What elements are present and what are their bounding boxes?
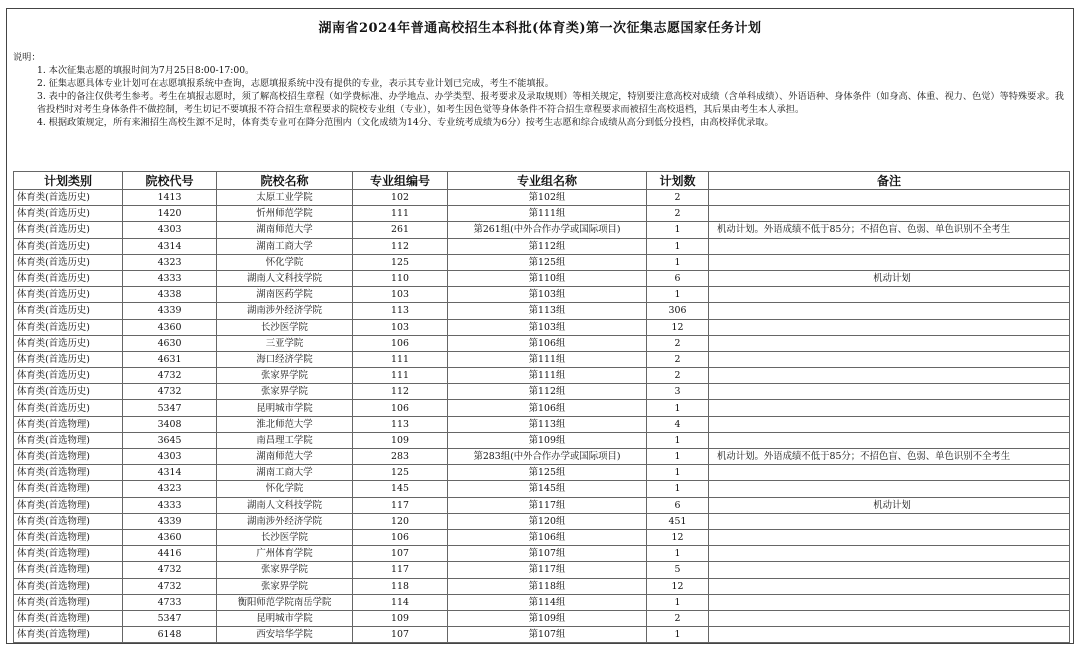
group-number-cell: 102 (353, 190, 448, 206)
plan-category-cell: 体育类(首选物理) (14, 594, 123, 610)
plan-count-cell: 1 (647, 481, 709, 497)
plan-category-cell: 体育类(首选历史) (14, 222, 123, 238)
group-name-cell: 第112组 (448, 238, 647, 254)
header-school-name: 院校名称 (217, 172, 353, 190)
remarks-cell (709, 287, 1070, 303)
header-group-number: 专业组编号 (353, 172, 448, 190)
school-code-cell: 4630 (123, 335, 217, 351)
remarks-cell (709, 610, 1070, 626)
plan-count-cell: 1 (647, 400, 709, 416)
table-row (14, 513, 1070, 529)
group-number-cell: 109 (353, 610, 448, 626)
document-frame (6, 8, 1074, 644)
plan-category-cell: 体育类(首选历史) (14, 270, 123, 286)
school-code-cell: 4303 (123, 222, 217, 238)
group-name-cell: 第113组 (448, 416, 647, 432)
school-code-cell: 4333 (123, 270, 217, 286)
plan-category-cell: 体育类(首选历史) (14, 238, 123, 254)
table-row (14, 270, 1070, 286)
remarks-cell (709, 400, 1070, 416)
school-name-cell: 海口经济学院 (217, 351, 353, 367)
remarks-cell: 机动计划。外语成绩不低于85分；不招色盲、色弱、单色识别不全考生 (709, 222, 1070, 238)
group-number-cell: 114 (353, 594, 448, 610)
group-number-cell: 110 (353, 270, 448, 286)
table-row (14, 254, 1070, 270)
school-name-cell: 湖南工商大学 (217, 465, 353, 481)
remarks-cell (709, 513, 1070, 529)
school-code-cell: 4323 (123, 481, 217, 497)
school-code-cell: 4339 (123, 513, 217, 529)
plan-count-cell: 2 (647, 206, 709, 222)
table-header-row (14, 172, 1070, 190)
plan-count-cell: 1 (647, 222, 709, 238)
remarks-cell: 机动计划。外语成绩不低于85分；不招色盲、色弱、单色识别不全考生 (709, 449, 1070, 465)
group-number-cell: 106 (353, 400, 448, 416)
remarks-cell: 机动计划 (709, 270, 1070, 286)
remarks-cell (709, 368, 1070, 384)
plan-category-cell: 体育类(首选历史) (14, 351, 123, 367)
table-row (14, 465, 1070, 481)
remarks-cell (709, 562, 1070, 578)
plan-category-cell: 体育类(首选物理) (14, 432, 123, 448)
remarks-cell (709, 254, 1070, 270)
school-code-cell: 4732 (123, 562, 217, 578)
table-body (14, 190, 1070, 643)
table-row (14, 416, 1070, 432)
school-code-cell: 1420 (123, 206, 217, 222)
group-name-cell: 第102组 (448, 190, 647, 206)
group-number-cell: 113 (353, 416, 448, 432)
plan-count-cell: 1 (647, 287, 709, 303)
plan-count-cell: 3 (647, 384, 709, 400)
plan-category-cell: 体育类(首选物理) (14, 578, 123, 594)
group-number-cell: 109 (353, 432, 448, 448)
school-code-cell: 4360 (123, 319, 217, 335)
group-number-cell: 145 (353, 481, 448, 497)
table-row (14, 222, 1070, 238)
group-name-cell: 第106组 (448, 335, 647, 351)
plan-category-cell: 体育类(首选物理) (14, 529, 123, 545)
school-code-cell: 4732 (123, 368, 217, 384)
group-name-cell: 第107组 (448, 627, 647, 643)
notes-label: 说明： (13, 52, 41, 63)
plan-category-cell: 体育类(首选历史) (14, 206, 123, 222)
school-name-cell: 湖南医药学院 (217, 287, 353, 303)
school-code-cell: 4732 (123, 578, 217, 594)
group-name-cell: 第111组 (448, 368, 647, 384)
table-row (14, 190, 1070, 206)
plan-count-cell: 5 (647, 562, 709, 578)
school-name-cell: 淮北师范大学 (217, 416, 353, 432)
remarks-cell (709, 546, 1070, 562)
table-row (14, 481, 1070, 497)
remarks-cell (709, 190, 1070, 206)
table-row (14, 400, 1070, 416)
group-name-cell: 第109组 (448, 610, 647, 626)
group-name-cell: 第111组 (448, 206, 647, 222)
group-name-cell: 第109组 (448, 432, 647, 448)
remarks-cell (709, 206, 1070, 222)
school-code-cell: 1413 (123, 190, 217, 206)
plan-count-cell: 1 (647, 546, 709, 562)
school-code-cell: 3408 (123, 416, 217, 432)
plan-category-cell: 体育类(首选物理) (14, 627, 123, 643)
school-code-cell: 4732 (123, 384, 217, 400)
group-number-cell: 107 (353, 546, 448, 562)
group-number-cell: 125 (353, 254, 448, 270)
remarks-cell (709, 384, 1070, 400)
group-number-cell: 261 (353, 222, 448, 238)
school-code-cell: 4733 (123, 594, 217, 610)
group-name-cell: 第261组(中外合作办学或国际项目) (448, 222, 647, 238)
group-name-cell: 第120组 (448, 513, 647, 529)
plan-count-cell: 6 (647, 270, 709, 286)
group-name-cell: 第117组 (448, 497, 647, 513)
plan-category-cell: 体育类(首选历史) (14, 319, 123, 335)
plan-count-cell: 306 (647, 303, 709, 319)
table-row (14, 627, 1070, 643)
remarks-cell (709, 238, 1070, 254)
table-row (14, 562, 1070, 578)
school-name-cell: 怀化学院 (217, 481, 353, 497)
school-name-cell: 怀化学院 (217, 254, 353, 270)
group-number-cell: 112 (353, 384, 448, 400)
plan-category-cell: 体育类(首选物理) (14, 449, 123, 465)
school-name-cell: 湖南师范大学 (217, 222, 353, 238)
table-row (14, 578, 1070, 594)
plan-count-cell: 2 (647, 351, 709, 367)
school-code-cell: 4333 (123, 497, 217, 513)
remarks-cell (709, 529, 1070, 545)
school-name-cell: 西安培华学院 (217, 627, 353, 643)
group-number-cell: 111 (353, 206, 448, 222)
header-plan-category: 计划类别 (14, 172, 123, 190)
remarks-cell (709, 351, 1070, 367)
group-name-cell: 第125组 (448, 254, 647, 270)
plan-table (13, 171, 1070, 643)
plan-count-cell: 2 (647, 190, 709, 206)
group-name-cell: 第145组 (448, 481, 647, 497)
school-code-cell: 4323 (123, 254, 217, 270)
group-number-cell: 283 (353, 449, 448, 465)
group-name-cell: 第118组 (448, 578, 647, 594)
group-number-cell: 107 (353, 627, 448, 643)
plan-count-cell: 1 (647, 594, 709, 610)
plan-count-cell: 2 (647, 610, 709, 626)
plan-category-cell: 体育类(首选历史) (14, 287, 123, 303)
school-code-cell: 5347 (123, 400, 217, 416)
remarks-cell (709, 319, 1070, 335)
plan-category-cell: 体育类(首选历史) (14, 190, 123, 206)
remarks-cell: 机动计划 (709, 497, 1070, 513)
group-number-cell: 113 (353, 303, 448, 319)
group-name-cell: 第106组 (448, 529, 647, 545)
plan-count-cell: 1 (647, 449, 709, 465)
group-name-cell: 第125组 (448, 465, 647, 481)
table-row (14, 287, 1070, 303)
remarks-cell (709, 627, 1070, 643)
plan-category-cell: 体育类(首选历史) (14, 384, 123, 400)
plan-category-cell: 体育类(首选物理) (14, 416, 123, 432)
school-name-cell: 长沙医学院 (217, 529, 353, 545)
table-row (14, 368, 1070, 384)
note-item-2: 2. 征集志愿具体专业计划可在志愿填报系统中查询，志愿填报系统中没有提供的专业，表示其专业计划已完成，考生不能填报。 (37, 78, 554, 89)
table-row (14, 384, 1070, 400)
school-name-cell: 南昌理工学院 (217, 432, 353, 448)
school-code-cell: 4631 (123, 351, 217, 367)
school-name-cell: 太原工业学院 (217, 190, 353, 206)
plan-count-cell: 12 (647, 578, 709, 594)
header-remarks: 备注 (709, 172, 1070, 190)
school-code-cell: 4339 (123, 303, 217, 319)
plan-count-cell: 1 (647, 432, 709, 448)
group-name-cell: 第112组 (448, 384, 647, 400)
plan-count-cell: 12 (647, 529, 709, 545)
remarks-cell (709, 416, 1070, 432)
group-name-cell: 第103组 (448, 319, 647, 335)
table-row (14, 449, 1070, 465)
school-name-cell: 广州体育学院 (217, 546, 353, 562)
group-name-cell: 第103组 (448, 287, 647, 303)
school-code-cell: 3645 (123, 432, 217, 448)
group-name-cell: 第283组(中外合作办学或国际项目) (448, 449, 647, 465)
group-number-cell: 117 (353, 497, 448, 513)
table-row (14, 432, 1070, 448)
group-number-cell: 103 (353, 287, 448, 303)
remarks-cell (709, 578, 1070, 594)
school-name-cell: 昆明城市学院 (217, 400, 353, 416)
remarks-cell (709, 594, 1070, 610)
plan-count-cell: 1 (647, 238, 709, 254)
school-name-cell: 衡阳师范学院南岳学院 (217, 594, 353, 610)
remarks-cell (709, 465, 1070, 481)
plan-count-cell: 1 (647, 465, 709, 481)
plan-count-cell: 1 (647, 627, 709, 643)
plan-count-cell: 6 (647, 497, 709, 513)
school-code-cell: 4416 (123, 546, 217, 562)
group-name-cell: 第117组 (448, 562, 647, 578)
header-group-name: 专业组名称 (448, 172, 647, 190)
table-row (14, 303, 1070, 319)
school-name-cell: 湖南人文科技学院 (217, 497, 353, 513)
plan-category-cell: 体育类(首选物理) (14, 546, 123, 562)
school-name-cell: 湖南师范大学 (217, 449, 353, 465)
group-number-cell: 111 (353, 368, 448, 384)
school-name-cell: 湖南人文科技学院 (217, 270, 353, 286)
notes-section (13, 51, 1069, 129)
header-school-code: 院校代号 (123, 172, 217, 190)
school-name-cell: 张家界学院 (217, 368, 353, 384)
group-number-cell: 117 (353, 562, 448, 578)
table-row (14, 238, 1070, 254)
plan-category-cell: 体育类(首选物理) (14, 497, 123, 513)
group-number-cell: 111 (353, 351, 448, 367)
table-row (14, 546, 1070, 562)
plan-count-cell: 2 (647, 335, 709, 351)
school-name-cell: 张家界学院 (217, 562, 353, 578)
note-item-3: 3. 表中的备注仅供考生参考。考生在填报志愿时，须了解高校招生章程（如学费标准、办学地点、办学类型、报考要求及录取规则）等相关规定，特别要注意高校对成绩（含单科成绩）、外语语种、身体条件（如身高、体重、视力、色觉）等特殊要求。我省投档时对考生身体条件不做控制，考生切记不要填报不符合招生章程要求的院校专业组（专业），如考生因色觉等身体条件不符合招生章程要求而被招生高校退档，其后果由考生本人承担。 (37, 91, 1064, 115)
plan-count-cell: 1 (647, 254, 709, 270)
remarks-cell (709, 432, 1070, 448)
plan-count-cell: 12 (647, 319, 709, 335)
school-code-cell: 4303 (123, 449, 217, 465)
plan-count-cell: 4 (647, 416, 709, 432)
table-row (14, 319, 1070, 335)
group-name-cell: 第107组 (448, 546, 647, 562)
table-row (14, 594, 1070, 610)
header-plan-count: 计划数 (647, 172, 709, 190)
plan-category-cell: 体育类(首选物理) (14, 562, 123, 578)
plan-category-cell: 体育类(首选历史) (14, 303, 123, 319)
school-name-cell: 张家界学院 (217, 578, 353, 594)
group-number-cell: 106 (353, 335, 448, 351)
plan-count-cell: 451 (647, 513, 709, 529)
table-row (14, 335, 1070, 351)
plan-category-cell: 体育类(首选历史) (14, 400, 123, 416)
school-code-cell: 4338 (123, 287, 217, 303)
group-number-cell: 103 (353, 319, 448, 335)
school-code-cell: 4314 (123, 465, 217, 481)
remarks-cell (709, 335, 1070, 351)
plan-count-cell: 2 (647, 368, 709, 384)
note-item-1: 1. 本次征集志愿的填报时间为7月25日8:00-17:00。 (37, 65, 255, 76)
group-name-cell: 第113组 (448, 303, 647, 319)
group-name-cell: 第106组 (448, 400, 647, 416)
school-name-cell: 长沙医学院 (217, 319, 353, 335)
plan-category-cell: 体育类(首选物理) (14, 481, 123, 497)
table-row (14, 497, 1070, 513)
school-name-cell: 湖南涉外经济学院 (217, 303, 353, 319)
school-name-cell: 湖南涉外经济学院 (217, 513, 353, 529)
table-row (14, 529, 1070, 545)
note-item-4: 4. 根据政策规定，所有来湘招生高校生源不足时，体育类专业可在降分范围内（文化成绩为14分、专业统考成绩为6分）按考生志愿和综合成绩从高分到低分投档，由高校择优录取。 (37, 117, 774, 128)
group-name-cell: 第114组 (448, 594, 647, 610)
school-name-cell: 昆明城市学院 (217, 610, 353, 626)
school-code-cell: 4360 (123, 529, 217, 545)
group-name-cell: 第111组 (448, 351, 647, 367)
group-number-cell: 112 (353, 238, 448, 254)
group-name-cell: 第110组 (448, 270, 647, 286)
remarks-cell (709, 303, 1070, 319)
remarks-cell (709, 481, 1070, 497)
plan-category-cell: 体育类(首选历史) (14, 254, 123, 270)
group-number-cell: 118 (353, 578, 448, 594)
group-number-cell: 120 (353, 513, 448, 529)
group-number-cell: 125 (353, 465, 448, 481)
plan-category-cell: 体育类(首选历史) (14, 335, 123, 351)
plan-category-cell: 体育类(首选物理) (14, 610, 123, 626)
group-number-cell: 106 (353, 529, 448, 545)
page-title: 湖南省2024年普通高校招生本科批(体育类)第一次征集志愿国家任务计划 (318, 21, 762, 36)
table-row (14, 206, 1070, 222)
school-code-cell: 4314 (123, 238, 217, 254)
table-row (14, 610, 1070, 626)
plan-category-cell: 体育类(首选历史) (14, 368, 123, 384)
table-row (14, 351, 1070, 367)
school-name-cell: 湖南工商大学 (217, 238, 353, 254)
school-code-cell: 6148 (123, 627, 217, 643)
school-name-cell: 忻州师范学院 (217, 206, 353, 222)
plan-category-cell: 体育类(首选物理) (14, 465, 123, 481)
school-name-cell: 三亚学院 (217, 335, 353, 351)
school-name-cell: 张家界学院 (217, 384, 353, 400)
school-code-cell: 5347 (123, 610, 217, 626)
plan-category-cell: 体育类(首选物理) (14, 513, 123, 529)
